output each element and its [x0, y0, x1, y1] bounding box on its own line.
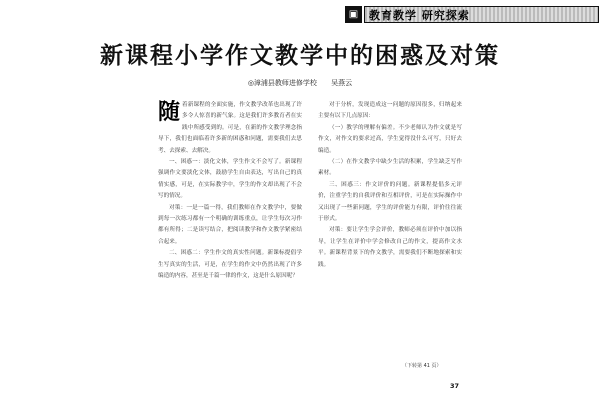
- paragraph: 对策：一是一篇一得，我们教师在作文教学中，要做到每一次练习都有一个明确的训练重点，让学生每次习作都有所得；二是读写结合，把阅读教学和作文教学紧密结合起来。: [158, 204, 302, 245]
- paragraph: （二）在作文教学中缺少生活的积累，学生缺乏写作素材。: [318, 159, 462, 177]
- left-column: [158, 100, 302, 375]
- author-name: 吴燕云: [331, 79, 353, 87]
- page-number: 37: [450, 382, 460, 390]
- continued-note: （下转第 41 页）: [402, 363, 442, 369]
- journal-logo-icon: ▣: [345, 6, 362, 23]
- paragraph: 三、困惑三：作文评价的问题。新课程提倡多元评价，注重学生的自我评价和互相评价，可是在实际操作中又出现了一些新问题，学生的评价能力有限，评价往往流于形式。: [318, 181, 462, 223]
- byline: [0, 78, 600, 88]
- journal-name: 教育教学 研究探索: [364, 6, 599, 23]
- paragraph: [158, 100, 302, 157]
- article-title: 新课程小学作文教学中的困惑及对策: [100, 42, 500, 69]
- journal-header: [345, 6, 599, 23]
- paragraph: 二、困惑二：学生作文的真实性问题。新课标提倡学生写真实的生活，可是，在学生的作文中仍然出现了许多编造的内容，甚至是千篇一律的作文，这是什么原因呢？: [158, 250, 302, 280]
- paragraph-text: 着新课程的全面实施，作文教学改革也出现了许多令人惊喜的新气象。这是我们许多教育者在实践中所感受到的。可是，在新的作文教学理念指导下，我们也面临着许多新的困惑和问题，需要我们去思考、去探索、去解决。: [158, 102, 302, 154]
- paragraph: （一）教学的理解有偏差。不少老师认为作文就是写作文，对作文的要求过高，学生觉得没什么可写，只好去编造。: [318, 124, 462, 154]
- paragraph: 对于分析，发现造成这一问题的原因很多，归纳起来主要有以下几点原因：: [318, 102, 462, 120]
- author-affiliation: ◎漳浦县教师进修学校: [247, 79, 317, 87]
- dropcap: 随: [158, 100, 181, 125]
- paragraph: 一、困惑一：淡化文体，学生作文不会写了。新课程强调作文要淡化文体，鼓励学生自由表达，写出自己的真情实感，可是，在实际教学中，学生的作文却出现了不会写的情况。: [158, 159, 302, 200]
- right-column: [318, 100, 462, 375]
- paragraph: 对策：要让学生学会评价，教师必须在评价中加以指导，让学生在评价中学会修改自己的作文，提高作文水平。新课程背景下的作文教学，需要我们不断地探索和实践。: [318, 227, 462, 268]
